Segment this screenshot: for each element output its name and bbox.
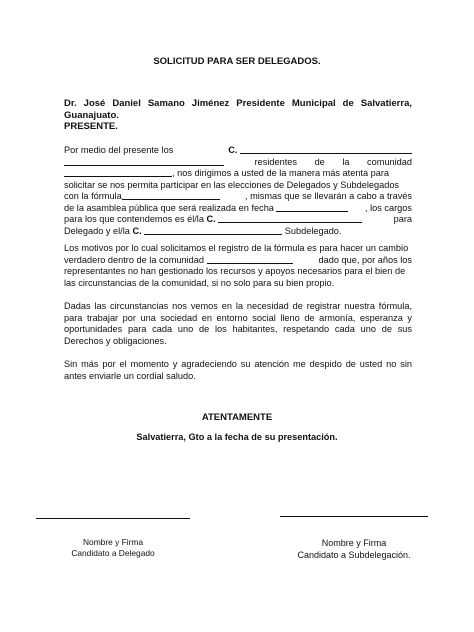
p2-text-a: Los motivos por lo cual solicitamos el registro de la fórmula es para hacer un cambio [64,243,409,253]
p1-text-b: C. [228,145,238,155]
blank-formula-field[interactable] [122,191,220,200]
blank-names-field[interactable] [240,145,412,154]
paragraph-circumstances: Dadas las circunstancias nos vemos en la necesidad de registrar nuestra fórmula, para trabajar por una sociedad en entorno social lleno de armonía, esperanza y oportunidades para cada uno de los habitantes, respetando cada uno de sus Derechos y obligaciones. [64,301,412,346]
paragraph-motives [64,243,412,289]
p1-text-d: , nos dirigimos a usted de la manera más atenta para [172,168,390,178]
paragraph-request [64,145,412,237]
signature-role-label: Candidato a Subdelegación. [297,550,411,560]
p2-text-e: las circunstancias de la comunidad, si no solo para su bien propio. [64,277,335,288]
p1-text-g: , mismas que se llevarán a cabo a través [245,191,412,201]
p1-line-1 [64,145,412,157]
blank-community-field[interactable] [64,168,172,177]
addressee-line-2: Guanajuato. [64,109,119,121]
p1-line-2 [64,157,412,169]
signature-name-label: Nombre y Firma [321,538,387,548]
signature-label-subdelegate [270,537,438,561]
p1-text-c: residentes de la comunidad [254,156,412,167]
blank-delegate-field[interactable] [218,214,362,223]
paragraph-farewell: Sin más por el momento y agradeciendo su atención me despido de usted no sin antes enviarle un cordial saludo. [64,359,412,381]
place-date: Salvatierra, Gto a la fecha de su presentación. [136,432,338,442]
p2-text-b: verdadero dentro de la comunidad [64,254,204,265]
signature-line-subdelegate[interactable] [280,516,428,517]
p2-line-4 [64,278,412,290]
document-title: SOLICITUD PARA SER DELEGADOS. [153,56,321,67]
p1-line-3 [64,168,412,180]
blank-community-field-2[interactable] [207,255,293,264]
p1-line-7 [64,214,412,226]
addressee-block [64,98,412,133]
addressee-line-3: PRESENTE. [64,121,118,132]
signature-role-label: Candidato a Delegado [71,548,155,558]
signature-label-delegate [36,537,190,559]
blank-date-field[interactable] [276,203,348,212]
p2-line-2 [64,255,412,267]
p2-text-c: dado que, por años los [318,254,412,265]
p1-line-4 [64,180,412,192]
signature-line-delegate[interactable] [36,518,190,519]
p2-line-3 [64,266,412,278]
p1-line-6 [64,203,412,215]
p1-text-k: C. [206,214,216,224]
blank-names-field-cont[interactable] [64,157,224,166]
p1-line-5 [64,191,412,203]
p1-text-e: solicitar se nos permita participar en las elecciones de Delegados y Subdelegados [64,179,400,190]
p1-text-l: para [393,214,412,224]
p1-text-a: Por medio del presente los [64,145,174,155]
closing-word: ATENTAMENTE [201,412,273,423]
blank-subdelegate-field[interactable] [144,226,282,235]
addressee-line-1: Dr. José Daniel Samano Jiménez Presidente Municipal de Salvatierra, [64,98,412,109]
p1-text-h: de la asamblea pública que será realizada en fecha [64,202,274,213]
p1-text-n: C. [132,225,142,236]
p1-text-m: Delegado y el/la [64,225,130,236]
p1-text-o: Subdelegado. [284,225,342,236]
p1-line-8 [64,226,412,238]
signature-name-label: Nombre y Firma [82,537,144,547]
p1-text-i: , los cargos [365,202,412,213]
p1-text-f: con la fórmula [64,191,122,201]
p2-line-1 [64,243,412,255]
p2-text-d: representantes no han gestionado los recursos y apoyos necesarios para el bien de [64,266,406,276]
p1-text-j: para los que contendemos es él/la [64,214,204,224]
